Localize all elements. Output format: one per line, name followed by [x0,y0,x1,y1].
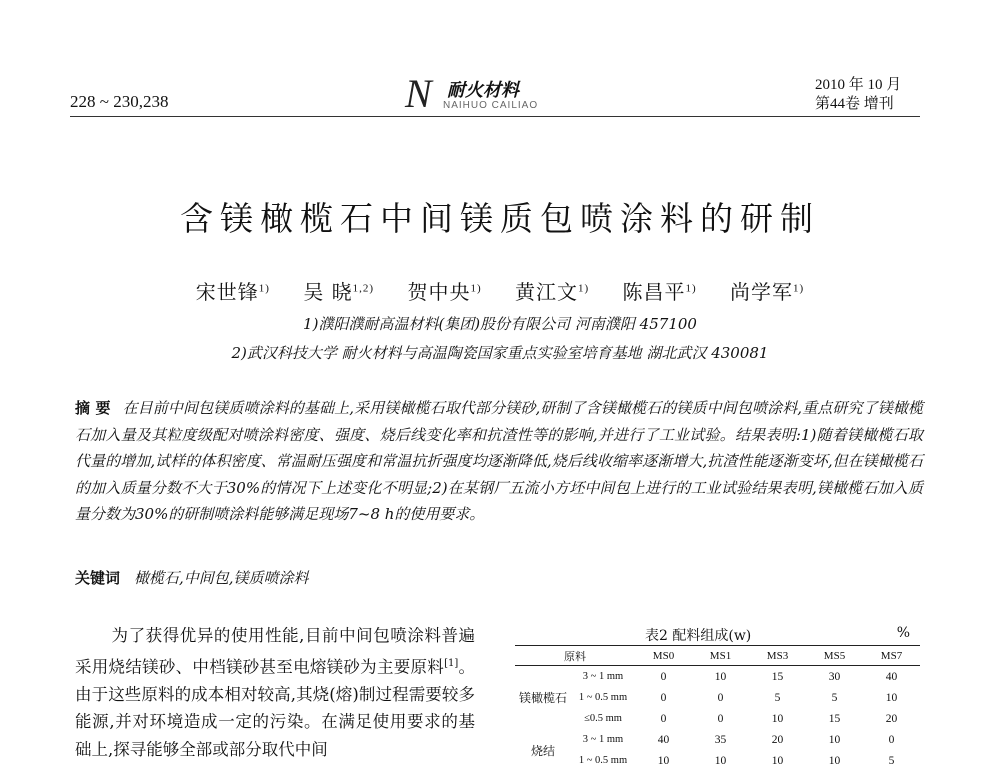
table-header-cell: MS7 [880,649,903,662]
page-range: 228 ~ 230,238 [70,92,169,111]
table-cell: 3 ~ 1 mm [582,671,624,682]
table-cell: 1 ~ 0.5 mm [578,755,628,766]
table-header-cell: 原料 [564,650,586,663]
table-unit: % [896,625,910,641]
table-header-cell: MS1 [709,649,732,662]
table-cell: 10 [714,670,727,683]
table-cell: 0 [660,691,667,704]
header-divider [70,116,920,117]
table-header-cell: MS5 [823,649,846,662]
table-cell: 0 [717,712,724,725]
table-cell: 30 [828,670,841,683]
author: 吴 晓$^{1,2)}$ [303,280,375,304]
table-cell: 20 [771,733,784,746]
journal-logo-n-icon: N [405,71,432,116]
table-cell: 3 ~ 1 mm [582,734,624,745]
abstract-label: 摘 要 [75,399,111,417]
keywords-text: 橄榄石,中间包,镁质喷涂料 [134,569,309,587]
table-group-label: 镁橄榄石 [518,691,567,705]
author: 宋世锋$^{1)}$ [195,280,270,304]
table-caption: 表2 配料组成(w) [645,628,752,644]
table-cell: 1 ~ 0.5 mm [578,692,628,703]
table-cell: 0 [717,691,724,704]
body-paragraph: 为了获得优异的使用性能,目前中间包喷涂料普遍采用烧结镁砂、中档镁砂甚至电熔镁砂为主要原料[1]。由于这些原料的成本相对较高,其烧(熔)制过程需要较多能源,并对环境造成一定的污染。在满足使用要求的基础上,探寻能够全部或部分取代中间 [75,626,476,759]
author: 陈昌平$^{1)}$ [622,280,697,304]
table-group-label: 烧结 [530,743,555,758]
table-cell: 10 [714,754,727,767]
table-cell: 15 [771,670,784,683]
table-row [515,729,920,750]
table-cell: 10 [771,754,784,767]
affiliation-2: 2)武汉科技大学 耐火材料与高温陶瓷国家重点实验室培育基地 湖北武汉 430081 [231,344,769,362]
table-cell: 0 [660,670,667,683]
journal-logo-letters: NAIHUO CAILIAO [443,100,539,111]
table-cell: 15 [828,712,841,725]
table-cell: 10 [771,712,784,725]
table-cell: 10 [885,691,898,704]
journal-logo [395,70,615,115]
affiliation-1: 1)濮阳濮耐高温材料(集团)股份有限公司 河南濮阳 457100 [303,315,697,333]
table-cell: 5 [888,754,895,767]
table-row [515,750,920,771]
abstract [75,395,923,528]
table-cell: 10 [828,733,841,746]
table-row [515,708,920,729]
issue-date: 2010 年 10 月 [815,77,902,93]
abstract-text: 在目前中间包镁质喷涂料的基础上,采用镁橄榄石取代部分镁砂,研制了含镁橄榄石的镁质中间包喷涂料,重点研究了镁橄榄石加入量及其粒度级配对喷涂料密度、强度、烧后线变化率和抗渣性等的影响,并进行了工业试验。结果表明:1)随着镁橄榄石取代量的增加,试样的体积密度、常温耐压强度和常温抗折强度均逐渐降低,烧后线收缩率逐渐增大,抗渣性能逐渐变坏,但在镁橄榄石的加入质量分数不大于30%的情况下上述变化不明显;2)在某钢厂五流小方坯中间包上进行的工业试验结果表明,镁橄榄石加入质量分数为30%的研制喷涂料能够满足现场7~8 h的使用要求。 [75,399,923,523]
table-cell: 40 [657,733,670,746]
table-cell: 40 [885,670,898,683]
table-cell: 0 [888,733,895,746]
article-title: 含镁橄榄石中间镁质包喷涂料的研制 [180,199,820,238]
table-header-cell: MS0 [652,649,675,662]
keywords-label: 关键词 [75,569,121,587]
table-cell: 10 [657,754,670,767]
table-cell: 5 [831,691,838,704]
author: 黄江文$^{1)}$ [514,280,590,304]
keywords [75,567,309,588]
issue-info [815,76,901,114]
table-cell: 5 [774,691,781,704]
table-cell: 0 [660,712,667,725]
table-header-cell: MS3 [766,649,789,662]
author-list [0,276,1000,305]
issue-volume: 第44卷 增刊 [815,96,894,112]
table-cell: 20 [885,712,898,725]
table-row [515,666,920,688]
journal-title: 耐火材料 [447,80,519,101]
author: 贺中央$^{1)}$ [407,280,482,304]
table-header-row [515,646,920,666]
author: 尚学军$^{1)}$ [730,280,805,304]
table-cell: ≤0.5 mm [584,713,622,724]
table-row [515,687,920,708]
composition-table [515,645,920,771]
table-cell: 10 [828,754,841,767]
citation-ref: [1] [444,657,459,669]
table-cell: 35 [714,733,727,746]
